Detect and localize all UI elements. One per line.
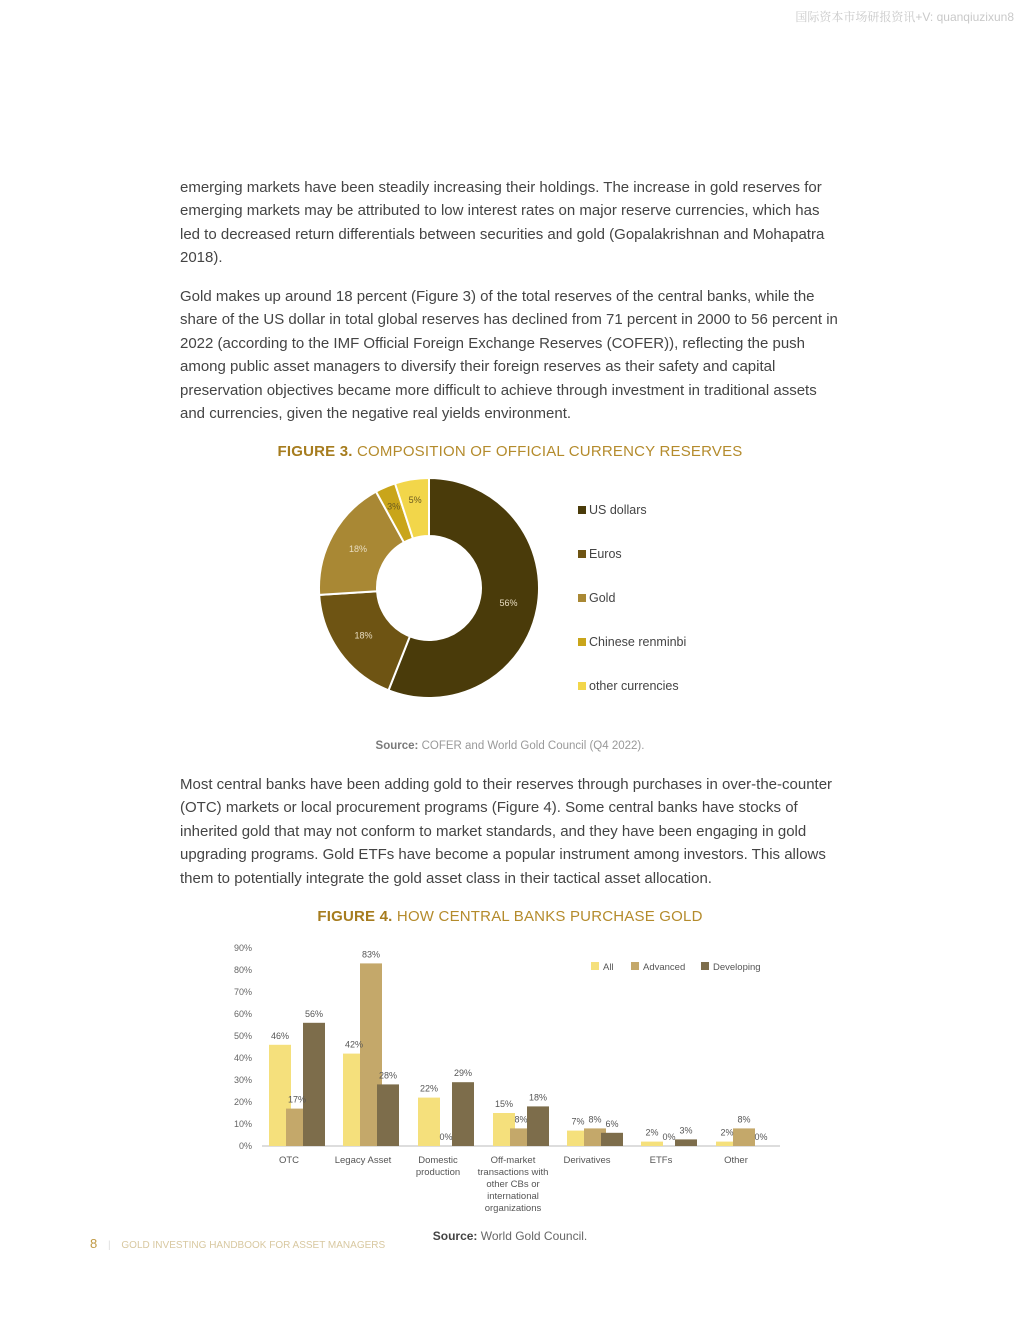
donut-value-label: 18% bbox=[354, 630, 373, 641]
bar-value-label: 3% bbox=[679, 1125, 693, 1136]
x-category-label: international bbox=[487, 1191, 539, 1202]
y-tick-label: 10% bbox=[233, 1119, 252, 1129]
x-category-label: Off-market bbox=[490, 1155, 536, 1166]
x-category-label: Legacy Asset bbox=[334, 1155, 392, 1166]
bar-legend-label: All bbox=[603, 962, 614, 973]
footer-separator: | bbox=[108, 1240, 111, 1251]
donut-legend-swatch bbox=[578, 550, 586, 558]
watermark: 国际资本市场研报资讯+V: quanqiuzixun8 bbox=[795, 10, 1014, 24]
x-category-label: transactions with bbox=[477, 1167, 549, 1178]
bar-value-label: 29% bbox=[453, 1068, 473, 1079]
donut-legend bbox=[578, 503, 686, 693]
x-category-label: production bbox=[415, 1167, 461, 1178]
x-category-label: Derivatives bbox=[563, 1155, 611, 1166]
x-category-label: other CBs or bbox=[486, 1179, 540, 1190]
bar-legend-swatch bbox=[591, 962, 599, 970]
x-category-label: Domestic bbox=[418, 1155, 458, 1166]
page-number: 8 bbox=[90, 1236, 98, 1251]
bar-developing-5 bbox=[675, 1139, 697, 1146]
figure4-source-label: Source: bbox=[432, 1229, 478, 1243]
bar-legend bbox=[591, 962, 761, 973]
bar-marks bbox=[269, 963, 755, 1146]
bar-legend-swatch bbox=[631, 962, 639, 970]
bar-value-label: 28% bbox=[378, 1070, 398, 1081]
bar-value-label: 0% bbox=[662, 1132, 676, 1142]
donut-value-label: 56% bbox=[499, 598, 518, 609]
y-tick-label: 70% bbox=[233, 987, 252, 997]
donut-legend-label: Chinese renminbi bbox=[589, 635, 687, 649]
bar-value-label: 8% bbox=[737, 1114, 751, 1125]
bar-legend-label: Developing bbox=[713, 962, 761, 973]
figure3-title bbox=[0, 443, 1020, 460]
paragraph-1: emerging markets have been steadily increasing their holdings. The increase in gold reserves for emerging markets may be attributed to low interest rates on major reserve currencies, which has led to decreased return differentials between securities and gold (Gopalakrishnan and Mohapatra 2018). bbox=[180, 179, 825, 267]
y-tick-label: 40% bbox=[233, 1053, 252, 1063]
donut-legend-label: US dollars bbox=[589, 503, 647, 517]
figure3-label: FIGURE 3. bbox=[277, 443, 353, 460]
bar-legend-swatch bbox=[701, 962, 709, 970]
donut-chart bbox=[0, 478, 1020, 738]
figure4-source-text: World Gold Council. bbox=[480, 1229, 588, 1243]
donut-legend-label: Euros bbox=[589, 547, 622, 561]
bar-value-label: 18% bbox=[528, 1092, 548, 1103]
bar-value-label: 42% bbox=[344, 1039, 364, 1050]
bar-value-label: 2% bbox=[645, 1127, 659, 1138]
footer-title: GOLD INVESTING HANDBOOK FOR ASSET MANAGERS bbox=[121, 1240, 386, 1251]
donut-legend-swatch bbox=[578, 594, 586, 602]
figure3-source bbox=[0, 740, 1020, 752]
y-tick-label: 50% bbox=[233, 1031, 252, 1041]
donut-value-label: 5% bbox=[408, 495, 422, 506]
x-category-label: ETFs bbox=[649, 1155, 673, 1166]
donut-legend-swatch bbox=[578, 506, 586, 514]
bar-all-5 bbox=[641, 1142, 663, 1146]
figure3-source-label: Source: bbox=[375, 740, 419, 752]
y-tick-label: 90% bbox=[233, 943, 252, 953]
bar-chart bbox=[0, 935, 1020, 1225]
bar-developing-1 bbox=[377, 1084, 399, 1146]
bar-developing-4 bbox=[601, 1133, 623, 1146]
y-tick-label: 80% bbox=[233, 965, 252, 975]
bar-value-label: 7% bbox=[571, 1116, 585, 1127]
bar-developing-3 bbox=[527, 1106, 549, 1146]
y-tick-label: 60% bbox=[233, 1009, 252, 1019]
donut-value-label: 18% bbox=[349, 543, 368, 554]
donut-value-label: 3% bbox=[387, 501, 401, 512]
figure4-title bbox=[0, 908, 1020, 925]
bar-value-label: 17% bbox=[287, 1094, 307, 1105]
figure3-title-text: COMPOSITION OF OFFICIAL CURRENCY RESERVES bbox=[357, 443, 743, 460]
bar-value-label: 0% bbox=[754, 1132, 768, 1142]
x-category-label: Other bbox=[724, 1155, 748, 1166]
bar-value-label: 2% bbox=[720, 1127, 734, 1138]
bar-value-label: 6% bbox=[605, 1118, 619, 1129]
bar-value-label: 22% bbox=[419, 1083, 439, 1094]
bar-value-label: 0% bbox=[439, 1132, 453, 1142]
y-tick-label: 0% bbox=[238, 1141, 252, 1151]
bar-value-label: 83% bbox=[361, 949, 381, 960]
bar-legend-label: Advanced bbox=[643, 962, 686, 973]
bar-value-label: 8% bbox=[514, 1114, 528, 1125]
bar-all-2 bbox=[418, 1098, 440, 1146]
bar-developing-2 bbox=[452, 1082, 474, 1146]
x-category-label: OTC bbox=[278, 1155, 300, 1166]
donut-legend-swatch bbox=[578, 682, 586, 690]
y-tick-label: 20% bbox=[233, 1097, 252, 1107]
bar-value-label: 15% bbox=[494, 1099, 514, 1109]
donut-legend-swatch bbox=[578, 638, 586, 646]
figure3-source-text: COFER and World Gold Council (Q4 2022). bbox=[421, 740, 645, 752]
bar-value-label: 46% bbox=[270, 1030, 290, 1041]
x-category-label: organizations bbox=[484, 1203, 542, 1214]
donut-legend-label: Gold bbox=[589, 591, 616, 605]
donut-slices bbox=[319, 478, 539, 698]
figure4-label: FIGURE 4. bbox=[317, 908, 393, 925]
bar-developing-0 bbox=[303, 1023, 325, 1146]
paragraph-2: Gold makes up around 18 percent (Figure 3) of the total reserves of the central banks, while the share of the US dollar in total global reserves has declined from 71 percent in 2000 to 56 percent in 2022 (according to the IMF Official Foreign Exchange Reserves (COFER)), reflecting the push among public asset managers to diversify their foreign reserves as their safety and capital preservation objectives became more difficult to achieve through investment in traditional assets and currencies, given the negative real yields environment. bbox=[180, 288, 838, 423]
figure4-title-text: HOW CENTRAL BANKS PURCHASE GOLD bbox=[396, 908, 703, 925]
bar-value-label: 8% bbox=[588, 1114, 602, 1125]
bar-advanced-6 bbox=[733, 1128, 755, 1146]
bar-value-label: 56% bbox=[304, 1008, 324, 1019]
paragraph-3: Most central banks have been adding gold to their reserves through purchases in over-the-counter (OTC) markets or local procurement programs (Figure 4). Some central banks have stocks of inherited gold that may not conform to market standards, and they have been engaging in gold upgrading programs. Gold ETFs have become a popular instrument among investors. This allows them to potentially integrate the gold asset class in their tactical asset allocation. bbox=[180, 776, 833, 887]
y-tick-label: 30% bbox=[233, 1075, 252, 1085]
donut-legend-label: other currencies bbox=[589, 679, 679, 693]
page-footer bbox=[90, 1236, 385, 1251]
